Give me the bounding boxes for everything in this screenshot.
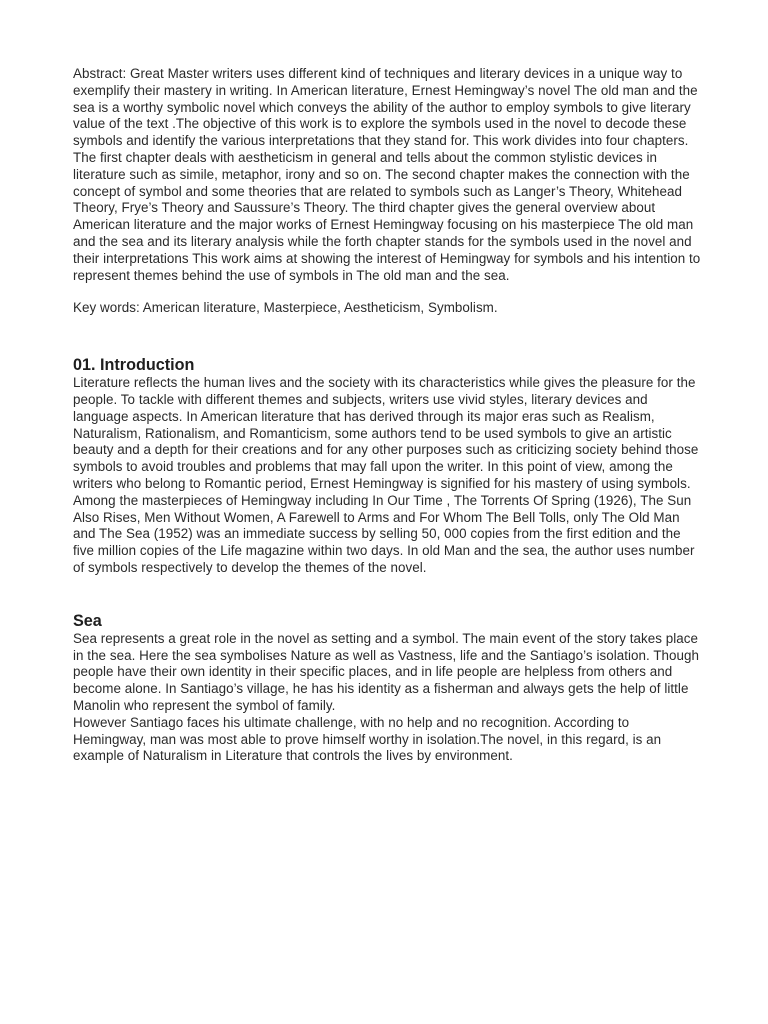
sea-section [73,611,703,765]
sea-paragraph-1: Sea represents a great role in the novel as setting and a symbol. The main event of the story takes place in the sea. Here the sea symbolises Nature as well as Vastness, life and the Santiago’s isolation. Though people have their own identity in their specific places, and in life people are helpless from others and become alone. In Santiago’s village, he has his identity as a fisherman and always gets the help of little Manolin who represent the symbol of family. [73,630,700,713]
introduction-section [73,355,703,577]
introduction-heading: 01. Introduction [73,356,195,375]
introduction-paragraph: Literature reflects the human lives and the society with its characteristics while gives the pleasure for the people. To tackle with different themes and subjects, writers use vivid styles, literary devices and language aspects. In American literature that has derived through its major eras such as Realism, Naturalism, Rationalism, and Romanticism, some authors tend to be used symbols to give an artistic beauty and a depth for their creations and for any other purposes such as criticizing society behind those symbols to avoid troubles and problems that may fall upon the writer. In this point of view, among the writers who belong to Romantic period, Ernest Hemingway is signified for his mastery of using symbols. Among the masterpieces of Hemingway including In Our Time , The Torrents Of Spring (1926), The Sun Also Rises, Men Without Women, A Farewell to Arms and For Whom The Bell Tolls, only The Old Man and The Sea (1952) was an immediate success by selling 50, 000 copies from the first edition and the five million copies of the Life magazine within two days. In old Man and the sea, the author uses number of symbols respectively to develop the themes of the novel. [73,375,699,575]
sea-heading: Sea [73,611,102,630]
sea-paragraph-2: However Santiago faces his ultimate challenge, with no help and no recognition. According to Hemingway, man was most able to prove himself worthy in isolation.The novel, in this regard, is an example of Naturalism in Literature that controls the lives by environment. [73,714,662,764]
keywords-paragraph: Key words: American literature, Masterpiece, Aestheticism, Symbolism. [73,300,498,316]
abstract-paragraph: Abstract: Great Master writers uses different kind of techniques and literary devices in a unique way to exemplify their mastery in writing. In American literature, Ernest Hemingway’s novel The old man and the sea is a worthy symbolic novel which conveys the ability of the author to employ symbols to give literary value of the text .The objective of this work is to explore the symbols used in the novel to decode these symbols and identify the various interpretations that they stand for. This work divides into four chapters. The first chapter deals with aestheticism in general and tells about the common stylistic devices in literature such as simile, metaphor, irony and so on. The second chapter makes the connection with the concept of symbol and some theories that are related to symbols such as Langer’s Theory, Whitehead Theory, Frye’s Theory and Saussure’s Theory. The third chapter gives the general overview about American literature and the major works of Ernest Hemingway focusing on his masterpiece The old man and the sea and its literary analysis while the forth chapter stands for the symbols used in the novel and their interpretations This work aims at showing the interest of Hemingway for symbols and his intention to represent themes behind the use of symbols in The old man and the sea. [73,66,701,283]
document-page [73,66,703,765]
